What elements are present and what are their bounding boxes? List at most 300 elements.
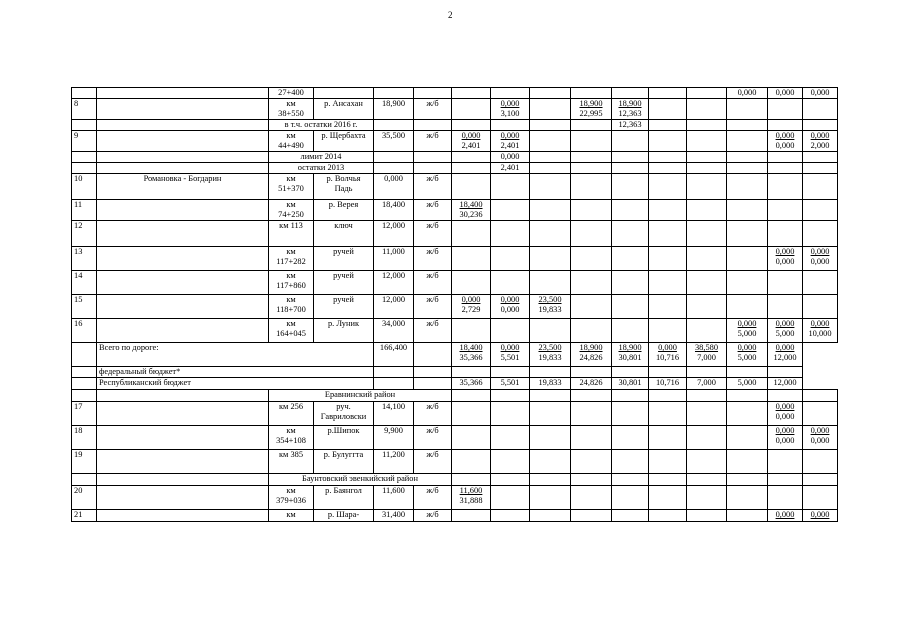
cell-line: км 256 <box>278 402 304 411</box>
table-cell <box>768 174 803 200</box>
table-cell <box>612 163 649 174</box>
cell-line: 0,000 <box>500 131 520 140</box>
table-cell <box>269 426 314 450</box>
cell-line: 13 <box>74 247 83 256</box>
cell-line: ж/б <box>426 510 439 519</box>
table-cell <box>727 295 768 319</box>
cell-line: 118+700 <box>276 305 306 314</box>
cell-line: в т.ч. остатки 2016 г. <box>284 120 358 129</box>
table-cell <box>571 378 612 390</box>
cell-line: 18,400 <box>381 200 406 209</box>
cell-line: р. Луник <box>327 319 360 328</box>
table-cell <box>687 402 727 426</box>
cell-line: Романовка - Богдарин <box>143 174 222 183</box>
cell-line: 9 <box>74 131 79 140</box>
cell-line: 21 <box>74 510 83 519</box>
table-cell <box>768 486 803 510</box>
table-cell <box>768 152 803 163</box>
table-cell <box>803 271 838 295</box>
table-cell <box>491 510 530 522</box>
table-cell <box>269 88 314 99</box>
table-cell <box>491 426 530 450</box>
cell-line: 18,400 <box>459 200 483 209</box>
table-cell <box>269 510 314 522</box>
cell-line: 0,000 <box>500 343 520 352</box>
table-cell <box>803 450 838 474</box>
table-row <box>72 390 838 402</box>
table-cell <box>803 247 838 271</box>
table-cell <box>314 510 374 522</box>
table-cell <box>72 99 97 120</box>
cell-line: ж/б <box>426 221 439 230</box>
cell-line: 0,000 <box>500 305 520 314</box>
cell-line: 2,401 <box>461 141 481 150</box>
table-cell <box>269 450 314 474</box>
cell-line: 2,401 <box>500 163 520 172</box>
cell-line: Баунтовский эвенкийский район <box>302 474 418 483</box>
table-cell <box>491 367 530 378</box>
table-cell <box>530 319 571 343</box>
table-cell <box>768 367 803 378</box>
table-cell <box>452 271 491 295</box>
table-cell <box>649 99 687 120</box>
table-cell <box>374 247 414 271</box>
table-cell <box>97 450 269 474</box>
table-cell <box>97 174 269 200</box>
table-cell <box>727 510 768 522</box>
cell-line: 18,900 <box>618 99 642 108</box>
table-cell <box>612 174 649 200</box>
table-cell <box>452 510 491 522</box>
table-cell <box>612 390 649 402</box>
table-cell <box>649 295 687 319</box>
cell-line: 0,000 <box>810 426 830 435</box>
cell-line: р. Верея <box>328 200 359 209</box>
table-cell <box>97 510 269 522</box>
cell-line: 10 <box>74 174 83 183</box>
cell-line: 19,833 <box>538 305 562 314</box>
table-cell <box>97 163 269 174</box>
cell-line: 18,900 <box>381 99 406 108</box>
table-cell <box>612 271 649 295</box>
cell-line: 7,000 <box>697 378 716 387</box>
table-cell <box>687 88 727 99</box>
table-cell <box>269 152 374 163</box>
table-cell <box>768 402 803 426</box>
table-row <box>72 319 838 343</box>
table-cell <box>72 295 97 319</box>
table-cell <box>768 271 803 295</box>
table-row <box>72 99 838 120</box>
table-cell <box>530 174 571 200</box>
table-cell <box>530 88 571 99</box>
table-cell <box>314 271 374 295</box>
table-cell <box>269 221 314 247</box>
table-cell <box>491 295 530 319</box>
cell-line: 2,401 <box>500 141 520 150</box>
cell-line: ручей <box>333 247 354 256</box>
table-row <box>72 88 838 99</box>
table-cell <box>374 163 414 174</box>
table-cell <box>768 319 803 343</box>
table-cell <box>72 450 97 474</box>
table-cell <box>687 319 727 343</box>
table-cell <box>727 426 768 450</box>
cell-line: 0,000 <box>737 88 757 97</box>
table-cell <box>803 295 838 319</box>
cell-line: 0,000 <box>384 174 403 183</box>
table-cell <box>803 402 838 426</box>
table-cell <box>727 174 768 200</box>
cell-line: 379+036 <box>276 496 306 505</box>
table-cell <box>530 152 571 163</box>
table-cell <box>803 486 838 510</box>
table-cell <box>803 474 838 486</box>
cell-line: р. Шара- <box>327 510 360 519</box>
table-cell <box>530 402 571 426</box>
table-cell <box>452 200 491 221</box>
table-cell <box>687 295 727 319</box>
cell-line: Гавриловски <box>320 412 367 421</box>
cell-line: ж/б <box>426 131 439 140</box>
table-cell <box>571 510 612 522</box>
cell-line: Всего по дороге: <box>99 343 159 352</box>
cell-line: 14 <box>74 271 83 280</box>
table-cell <box>414 367 452 378</box>
table-cell <box>727 271 768 295</box>
table-cell <box>687 200 727 221</box>
cell-line: остатки 2013 <box>297 163 345 172</box>
cell-line: 11,200 <box>382 450 405 459</box>
cell-line: 5,501 <box>500 378 520 387</box>
table-cell <box>491 402 530 426</box>
cell-line: 0,000 <box>775 343 795 352</box>
cell-line: 35,500 <box>381 131 406 140</box>
table-cell <box>97 152 269 163</box>
table-cell <box>72 163 97 174</box>
table-cell <box>269 271 314 295</box>
cell-line: км <box>286 295 296 304</box>
cell-line: р. Булуггта <box>323 450 364 459</box>
table-cell <box>571 174 612 200</box>
table-cell <box>612 450 649 474</box>
table-cell <box>571 221 612 247</box>
table-cell <box>97 319 269 343</box>
table-cell <box>768 474 803 486</box>
table-cell <box>414 174 452 200</box>
table-cell <box>491 99 530 120</box>
table-cell <box>269 474 452 486</box>
cell-line: 166,400 <box>379 343 408 352</box>
table-cell <box>649 131 687 152</box>
cell-line: 18 <box>74 426 83 435</box>
cell-line: 17 <box>74 402 83 411</box>
table-cell <box>452 426 491 450</box>
table-row <box>72 378 838 390</box>
table-cell <box>374 343 414 367</box>
cell-line: 0,000 <box>810 319 830 328</box>
cell-line: ж/б <box>426 99 439 108</box>
cell-line: 35,366 <box>459 353 483 362</box>
table-cell <box>612 88 649 99</box>
table-cell <box>530 510 571 522</box>
table-cell <box>314 131 374 152</box>
table-cell <box>612 378 649 390</box>
table-cell <box>452 221 491 247</box>
cell-line: ж/б <box>426 247 439 256</box>
table-cell <box>97 221 269 247</box>
table-cell <box>727 474 768 486</box>
table-cell <box>72 131 97 152</box>
cell-line: 10,000 <box>808 329 832 338</box>
table-cell <box>687 120 727 131</box>
table-cell <box>452 152 491 163</box>
cell-line: 11,600 <box>382 486 405 495</box>
table-cell <box>612 367 649 378</box>
table-cell <box>314 426 374 450</box>
cell-line: ключ <box>334 221 353 230</box>
cell-line: 10,716 <box>655 353 680 362</box>
cell-line: 12,000 <box>381 221 406 230</box>
cell-line: 0,000 <box>775 319 795 328</box>
table-cell <box>530 295 571 319</box>
cell-line: 5,501 <box>500 353 520 362</box>
cell-line: ж/б <box>426 271 439 280</box>
table-cell <box>768 163 803 174</box>
cell-line: 30,801 <box>618 378 642 387</box>
table-cell <box>649 367 687 378</box>
table-cell <box>97 271 269 295</box>
cell-line: 0,000 <box>737 343 757 352</box>
cell-line: км <box>286 319 296 328</box>
table-cell <box>72 426 97 450</box>
table-cell <box>530 486 571 510</box>
table-cell <box>314 486 374 510</box>
table-row <box>72 271 838 295</box>
table-cell <box>374 200 414 221</box>
table-cell <box>649 120 687 131</box>
table-cell <box>414 402 452 426</box>
cell-line: км <box>286 200 296 209</box>
table-cell <box>269 99 314 120</box>
table-cell <box>768 247 803 271</box>
table-cell <box>571 343 612 367</box>
table-cell <box>72 390 97 402</box>
table-cell <box>97 367 374 378</box>
table-cell <box>768 99 803 120</box>
table-cell <box>97 88 269 99</box>
table-cell <box>414 99 452 120</box>
cell-line: 0,000 <box>500 99 520 108</box>
cell-line: р. Ансахан <box>324 99 363 108</box>
cell-line: 12,000 <box>773 378 797 387</box>
cell-line: 20 <box>74 486 83 495</box>
table-cell <box>727 319 768 343</box>
table-cell <box>612 474 649 486</box>
cell-line: федеральный бюджет* <box>99 367 181 376</box>
table-cell <box>374 221 414 247</box>
table-cell <box>687 426 727 450</box>
table-cell <box>414 295 452 319</box>
table-cell <box>530 426 571 450</box>
table-cell <box>72 343 97 367</box>
cell-line: 18,400 <box>459 343 483 352</box>
table-cell <box>612 131 649 152</box>
cell-line: 18,900 <box>579 343 603 352</box>
table-cell <box>612 200 649 221</box>
table-cell <box>612 510 649 522</box>
table-cell <box>803 426 838 450</box>
table-cell <box>571 131 612 152</box>
table-cell <box>491 88 530 99</box>
cell-line: км <box>286 174 296 183</box>
table-cell <box>649 402 687 426</box>
cell-line: 0,000 <box>775 402 795 411</box>
cell-line: 0,000 <box>810 247 830 256</box>
table-cell <box>768 510 803 522</box>
table-cell <box>571 200 612 221</box>
table-cell <box>72 367 97 378</box>
table-cell <box>612 247 649 271</box>
table-cell <box>491 163 530 174</box>
table-cell <box>727 200 768 221</box>
table-cell <box>374 131 414 152</box>
table-row <box>72 200 838 221</box>
table-cell <box>72 510 97 522</box>
table-cell <box>314 200 374 221</box>
cell-line: 38+550 <box>278 109 304 118</box>
table-cell <box>374 174 414 200</box>
cell-line: км <box>286 510 296 519</box>
table-cell <box>72 474 97 486</box>
table-cell <box>314 174 374 200</box>
table-cell <box>649 378 687 390</box>
table-cell <box>612 295 649 319</box>
page-number: 2 <box>448 10 453 20</box>
cell-line: 2,729 <box>461 305 481 314</box>
table-cell <box>452 343 491 367</box>
table-cell <box>727 247 768 271</box>
cell-line: 0,000 <box>810 436 830 445</box>
table-cell <box>687 99 727 120</box>
table-row <box>72 474 838 486</box>
table-cell <box>414 450 452 474</box>
table-row <box>72 221 838 247</box>
cell-line: 8 <box>74 99 79 108</box>
table-cell <box>727 450 768 474</box>
cell-line: 44+490 <box>278 141 304 150</box>
table-cell <box>649 474 687 486</box>
cell-line: 0,000 <box>775 131 795 140</box>
table-cell <box>97 120 269 131</box>
table-cell <box>803 163 838 174</box>
table-cell <box>612 99 649 120</box>
table-cell <box>491 486 530 510</box>
cell-line: ж/б <box>426 402 439 411</box>
table-cell <box>727 163 768 174</box>
cell-line: 24,826 <box>579 353 603 362</box>
cell-line: ручей <box>333 271 354 280</box>
table-cell <box>72 120 97 131</box>
table-cell <box>269 200 314 221</box>
table-cell <box>768 343 803 367</box>
table-cell <box>803 221 838 247</box>
cell-line: р.Шипок <box>327 426 360 435</box>
table-cell <box>687 131 727 152</box>
cell-line: 5,000 <box>737 329 757 338</box>
table-cell <box>72 378 97 390</box>
cell-line: 5,000 <box>737 353 757 362</box>
table-cell <box>491 247 530 271</box>
table-cell <box>374 450 414 474</box>
table-cell <box>571 474 612 486</box>
table-cell <box>768 390 803 402</box>
table-row <box>72 120 838 131</box>
cell-line: р. Щербахта <box>321 131 366 140</box>
cell-line: 15 <box>74 295 83 304</box>
table-cell <box>97 378 374 390</box>
cell-line: 9,900 <box>384 426 403 435</box>
cell-line: 117+282 <box>276 257 306 266</box>
table-cell <box>727 152 768 163</box>
table-cell <box>612 152 649 163</box>
table-cell <box>687 378 727 390</box>
table-cell <box>727 120 768 131</box>
cell-line: 16 <box>74 319 83 328</box>
cell-line: 0,000 <box>775 412 795 421</box>
table-cell <box>269 131 314 152</box>
table-cell <box>649 343 687 367</box>
table-cell <box>452 474 491 486</box>
table-cell <box>530 221 571 247</box>
table-cell <box>414 486 452 510</box>
table-cell <box>571 390 612 402</box>
table-cell <box>452 247 491 271</box>
table-cell <box>768 295 803 319</box>
cell-line: 5,000 <box>737 378 757 387</box>
table-cell <box>571 120 612 131</box>
table-cell <box>414 221 452 247</box>
cell-line: 0,000 <box>810 257 830 266</box>
table-cell <box>97 343 374 367</box>
table-cell <box>72 174 97 200</box>
cell-line: 22,995 <box>579 109 603 118</box>
cell-line: 117+860 <box>276 281 306 290</box>
table-cell <box>452 120 491 131</box>
cell-line: 31,888 <box>459 496 483 505</box>
table-cell <box>97 390 269 402</box>
table-cell <box>491 390 530 402</box>
table-cell <box>727 131 768 152</box>
table-cell <box>452 131 491 152</box>
cell-line: р. Волчья <box>326 174 361 183</box>
table-cell <box>649 200 687 221</box>
table-cell <box>374 99 414 120</box>
cell-line: 30,801 <box>618 353 642 362</box>
table-cell <box>374 120 414 131</box>
table-cell <box>414 426 452 450</box>
table-row <box>72 450 838 474</box>
table-cell <box>269 390 452 402</box>
cell-line: Еравнинский район <box>324 390 396 399</box>
cell-line: 12,363 <box>618 120 642 129</box>
table-cell <box>314 99 374 120</box>
table-cell <box>530 131 571 152</box>
table-row <box>72 163 838 174</box>
cell-line: 27+400 <box>278 88 304 97</box>
table-cell <box>97 247 269 271</box>
table-cell <box>452 99 491 120</box>
